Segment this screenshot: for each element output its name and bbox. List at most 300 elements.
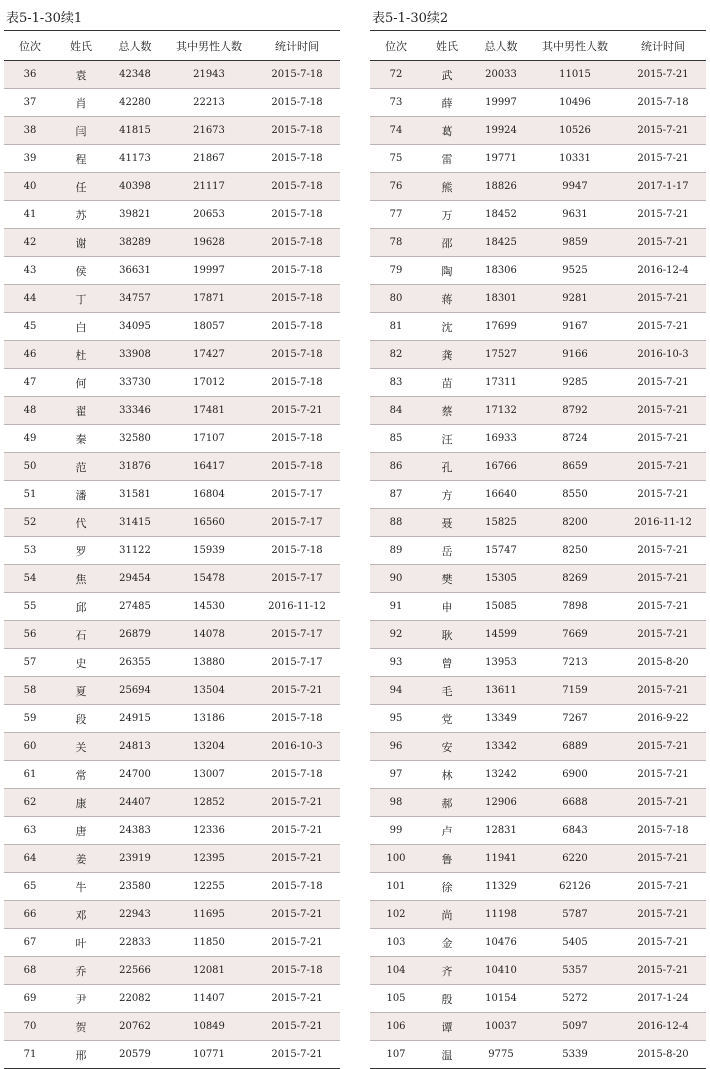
cell-total: 13342	[472, 733, 530, 761]
cell-rank: 40	[4, 173, 56, 201]
cell-rank: 104	[370, 957, 422, 985]
cell-rank: 96	[370, 733, 422, 761]
cell-stat-date: 2015-7-18	[254, 145, 340, 173]
cell-total: 24407	[106, 789, 164, 817]
cell-surname: 徐	[422, 873, 472, 901]
cell-total: 31876	[106, 453, 164, 481]
cell-rank: 99	[370, 817, 422, 845]
cell-surname: 翟	[56, 397, 106, 425]
cell-rank: 95	[370, 705, 422, 733]
cell-total: 13953	[472, 649, 530, 677]
cell-male-count: 9167	[530, 313, 620, 341]
cell-rank: 59	[4, 705, 56, 733]
cell-total: 15825	[472, 509, 530, 537]
cell-stat-date: 2015-7-21	[620, 117, 706, 145]
cell-stat-date: 2015-7-21	[620, 229, 706, 257]
cell-surname: 史	[56, 649, 106, 677]
table-row	[4, 117, 340, 145]
cell-rank: 37	[4, 89, 56, 117]
cell-stat-date: 2015-7-18	[254, 257, 340, 285]
cell-surname: 汪	[422, 425, 472, 453]
cell-total: 40398	[106, 173, 164, 201]
cell-surname: 姜	[56, 845, 106, 873]
header-total: 总人数	[106, 31, 164, 61]
cell-total: 12906	[472, 789, 530, 817]
cell-male-count: 6889	[530, 733, 620, 761]
cell-total: 36631	[106, 257, 164, 285]
cell-surname: 焦	[56, 565, 106, 593]
cell-male-count: 13504	[164, 677, 254, 705]
table-row	[370, 845, 706, 873]
cell-stat-date: 2015-7-21	[620, 957, 706, 985]
cell-total: 26355	[106, 649, 164, 677]
cell-rank: 106	[370, 1013, 422, 1041]
cell-total: 15747	[472, 537, 530, 565]
cell-rank: 46	[4, 341, 56, 369]
cell-surname: 范	[56, 453, 106, 481]
table-row	[4, 89, 340, 117]
cell-male-count: 15478	[164, 565, 254, 593]
cell-stat-date: 2015-7-18	[254, 873, 340, 901]
cell-rank: 81	[370, 313, 422, 341]
cell-total: 20033	[472, 61, 530, 89]
table-row	[4, 845, 340, 873]
cell-surname: 毛	[422, 677, 472, 705]
cell-stat-date: 2015-7-21	[620, 677, 706, 705]
cell-surname: 康	[56, 789, 106, 817]
cell-total: 31122	[106, 537, 164, 565]
cell-rank: 93	[370, 649, 422, 677]
cell-stat-date: 2015-7-18	[254, 285, 340, 313]
table-row	[4, 985, 340, 1013]
cell-stat-date: 2015-7-21	[620, 61, 706, 89]
cell-rank: 42	[4, 229, 56, 257]
cell-stat-date: 2016-11-12	[620, 509, 706, 537]
table-row	[4, 649, 340, 677]
cell-surname: 申	[422, 593, 472, 621]
cell-surname: 代	[56, 509, 106, 537]
cell-rank: 80	[370, 285, 422, 313]
cell-male-count: 6220	[530, 845, 620, 873]
cell-rank: 68	[4, 957, 56, 985]
cell-total: 11329	[472, 873, 530, 901]
cell-stat-date: 2017-1-17	[620, 173, 706, 201]
cell-stat-date: 2015-7-21	[254, 677, 340, 705]
cell-male-count: 10526	[530, 117, 620, 145]
cell-surname: 岳	[422, 537, 472, 565]
cell-surname: 薛	[422, 89, 472, 117]
cell-surname: 林	[422, 761, 472, 789]
table-row	[4, 957, 340, 985]
cell-stat-date: 2015-7-21	[620, 929, 706, 957]
cell-total: 38289	[106, 229, 164, 257]
cell-surname: 谢	[56, 229, 106, 257]
table-row	[370, 257, 706, 285]
table-row	[370, 509, 706, 537]
cell-surname: 肖	[56, 89, 106, 117]
cell-stat-date: 2015-7-21	[620, 425, 706, 453]
cell-total: 42348	[106, 61, 164, 89]
table-row	[4, 789, 340, 817]
cell-total: 18826	[472, 173, 530, 201]
cell-stat-date: 2015-7-18	[254, 313, 340, 341]
cell-surname: 武	[422, 61, 472, 89]
cell-rank: 90	[370, 565, 422, 593]
cell-surname: 卢	[422, 817, 472, 845]
cell-male-count: 12336	[164, 817, 254, 845]
cell-rank: 54	[4, 565, 56, 593]
cell-rank: 86	[370, 453, 422, 481]
table-row	[4, 873, 340, 901]
cell-total: 15305	[472, 565, 530, 593]
cell-stat-date: 2015-7-18	[620, 817, 706, 845]
cell-stat-date: 2015-7-21	[620, 313, 706, 341]
cell-surname: 谭	[422, 1013, 472, 1041]
cell-male-count: 20653	[164, 201, 254, 229]
cell-stat-date: 2015-7-18	[254, 341, 340, 369]
cell-surname: 聂	[422, 509, 472, 537]
cell-rank: 92	[370, 621, 422, 649]
cell-rank: 56	[4, 621, 56, 649]
cell-male-count: 13204	[164, 733, 254, 761]
cell-surname: 沈	[422, 313, 472, 341]
cell-male-count: 62126	[530, 873, 620, 901]
cell-total: 29454	[106, 565, 164, 593]
cell-rank: 50	[4, 453, 56, 481]
cell-total: 17311	[472, 369, 530, 397]
cell-total: 25694	[106, 677, 164, 705]
table-row	[370, 481, 706, 509]
cell-male-count: 11407	[164, 985, 254, 1013]
cell-rank: 97	[370, 761, 422, 789]
cell-male-count: 8724	[530, 425, 620, 453]
cell-total: 34095	[106, 313, 164, 341]
cell-rank: 79	[370, 257, 422, 285]
header-rank: 位次	[370, 31, 422, 61]
table-row	[4, 1041, 340, 1069]
table-row	[4, 201, 340, 229]
table-row	[370, 537, 706, 565]
table-row	[370, 565, 706, 593]
cell-rank: 72	[370, 61, 422, 89]
cell-rank: 67	[4, 929, 56, 957]
table-row	[370, 89, 706, 117]
table-row	[4, 257, 340, 285]
cell-total: 18306	[472, 257, 530, 285]
table-row	[370, 901, 706, 929]
cell-total: 16933	[472, 425, 530, 453]
cell-surname: 尹	[56, 985, 106, 1013]
cell-rank: 36	[4, 61, 56, 89]
cell-rank: 53	[4, 537, 56, 565]
cell-rank: 87	[370, 481, 422, 509]
cell-rank: 57	[4, 649, 56, 677]
cell-total: 13242	[472, 761, 530, 789]
cell-surname: 段	[56, 705, 106, 733]
cell-stat-date: 2015-7-17	[254, 481, 340, 509]
cell-surname: 曾	[422, 649, 472, 677]
cell-surname: 孔	[422, 453, 472, 481]
cell-stat-date: 2015-7-21	[254, 1013, 340, 1041]
cell-surname: 秦	[56, 425, 106, 453]
cell-total: 19924	[472, 117, 530, 145]
cell-surname: 葛	[422, 117, 472, 145]
cell-total: 24383	[106, 817, 164, 845]
table-row	[370, 1013, 706, 1041]
cell-male-count: 13880	[164, 649, 254, 677]
cell-rank: 107	[370, 1041, 422, 1069]
cell-stat-date: 2015-7-21	[620, 621, 706, 649]
cell-total: 24813	[106, 733, 164, 761]
cell-stat-date: 2015-7-21	[620, 789, 706, 817]
table-row	[370, 985, 706, 1013]
table-row	[4, 481, 340, 509]
cell-rank: 63	[4, 817, 56, 845]
cell-surname: 何	[56, 369, 106, 397]
cell-total: 14599	[472, 621, 530, 649]
cell-total: 23580	[106, 873, 164, 901]
table-row	[4, 173, 340, 201]
cell-rank: 51	[4, 481, 56, 509]
cell-surname: 邵	[422, 229, 472, 257]
cell-total: 11941	[472, 845, 530, 873]
table-row	[4, 621, 340, 649]
cell-rank: 85	[370, 425, 422, 453]
cell-stat-date: 2015-7-21	[620, 369, 706, 397]
cell-rank: 94	[370, 677, 422, 705]
cell-stat-date: 2015-7-18	[254, 201, 340, 229]
cell-stat-date: 2015-7-21	[620, 145, 706, 173]
table-row	[370, 957, 706, 985]
cell-rank: 91	[370, 593, 422, 621]
cell-total: 41815	[106, 117, 164, 145]
cell-male-count: 7267	[530, 705, 620, 733]
cell-male-count: 11850	[164, 929, 254, 957]
cell-surname: 龚	[422, 341, 472, 369]
cell-stat-date: 2016-10-3	[620, 341, 706, 369]
header-surname: 姓氏	[56, 31, 106, 61]
cell-male-count: 5272	[530, 985, 620, 1013]
cell-rank: 45	[4, 313, 56, 341]
cell-rank: 70	[4, 1013, 56, 1041]
table-row	[370, 649, 706, 677]
cell-total: 31415	[106, 509, 164, 537]
cell-stat-date: 2015-7-21	[254, 817, 340, 845]
table-row	[370, 817, 706, 845]
cell-total: 15085	[472, 593, 530, 621]
table-row	[4, 509, 340, 537]
cell-stat-date: 2015-7-17	[254, 509, 340, 537]
table-row	[370, 313, 706, 341]
cell-stat-date: 2015-7-21	[620, 537, 706, 565]
cell-total: 17132	[472, 397, 530, 425]
cell-rank: 105	[370, 985, 422, 1013]
cell-rank: 78	[370, 229, 422, 257]
cell-stat-date: 2015-7-21	[254, 789, 340, 817]
cell-male-count: 16417	[164, 453, 254, 481]
cell-surname: 方	[422, 481, 472, 509]
cell-stat-date: 2015-7-21	[620, 761, 706, 789]
table-row	[4, 537, 340, 565]
cell-total: 10154	[472, 985, 530, 1013]
table-row	[370, 1041, 706, 1069]
table-title: 表5-1-30续2	[372, 11, 449, 26]
cell-male-count: 13186	[164, 705, 254, 733]
cell-surname: 牛	[56, 873, 106, 901]
header-total: 总人数	[472, 31, 530, 61]
cell-male-count: 10331	[530, 145, 620, 173]
cell-rank: 39	[4, 145, 56, 173]
cell-total: 19997	[472, 89, 530, 117]
cell-total: 10037	[472, 1013, 530, 1041]
table-body	[4, 61, 340, 1069]
cell-rank: 62	[4, 789, 56, 817]
cell-stat-date: 2015-7-18	[620, 89, 706, 117]
cell-male-count: 17107	[164, 425, 254, 453]
table-row	[370, 873, 706, 901]
header-rank: 位次	[4, 31, 56, 61]
cell-male-count: 9947	[530, 173, 620, 201]
cell-stat-date: 2016-9-22	[620, 705, 706, 733]
cell-total: 31581	[106, 481, 164, 509]
cell-surname: 闫	[56, 117, 106, 145]
cell-male-count: 10849	[164, 1013, 254, 1041]
table-row	[370, 705, 706, 733]
table-row	[4, 341, 340, 369]
cell-total: 27485	[106, 593, 164, 621]
cell-total: 39821	[106, 201, 164, 229]
cell-rank: 49	[4, 425, 56, 453]
cell-total: 16640	[472, 481, 530, 509]
table-row	[370, 341, 706, 369]
cell-male-count: 5787	[530, 901, 620, 929]
table-row	[370, 789, 706, 817]
table-row	[370, 397, 706, 425]
cell-surname: 齐	[422, 957, 472, 985]
cell-male-count: 11015	[530, 61, 620, 89]
cell-stat-date: 2015-7-18	[254, 761, 340, 789]
cell-male-count: 10771	[164, 1041, 254, 1069]
cell-stat-date: 2015-7-21	[620, 845, 706, 873]
cell-male-count: 7898	[530, 593, 620, 621]
cell-male-count: 14530	[164, 593, 254, 621]
header-stat-date: 统计时间	[254, 31, 340, 61]
cell-stat-date: 2015-7-21	[620, 901, 706, 929]
cell-surname: 党	[422, 705, 472, 733]
cell-stat-date: 2015-7-18	[254, 425, 340, 453]
cell-male-count: 21117	[164, 173, 254, 201]
cell-surname: 邓	[56, 901, 106, 929]
cell-total: 16766	[472, 453, 530, 481]
table-row	[4, 929, 340, 957]
cell-male-count: 8659	[530, 453, 620, 481]
cell-surname: 尚	[422, 901, 472, 929]
cell-total: 42280	[106, 89, 164, 117]
table-row	[370, 173, 706, 201]
cell-male-count: 12395	[164, 845, 254, 873]
surname-table	[370, 30, 706, 1069]
table-row	[4, 229, 340, 257]
cell-stat-date: 2015-7-21	[254, 985, 340, 1013]
cell-male-count: 5405	[530, 929, 620, 957]
table-header-row	[4, 31, 340, 61]
cell-stat-date: 2015-7-18	[254, 957, 340, 985]
cell-male-count: 5097	[530, 1013, 620, 1041]
cell-total: 24915	[106, 705, 164, 733]
table-row	[4, 733, 340, 761]
cell-stat-date: 2015-7-18	[254, 705, 340, 733]
cell-total: 19771	[472, 145, 530, 173]
cell-male-count: 16560	[164, 509, 254, 537]
cell-male-count: 6900	[530, 761, 620, 789]
table-row	[4, 705, 340, 733]
cell-rank: 84	[370, 397, 422, 425]
cell-male-count: 9631	[530, 201, 620, 229]
table-row	[370, 453, 706, 481]
cell-male-count: 17871	[164, 285, 254, 313]
table-row	[370, 369, 706, 397]
cell-male-count: 9525	[530, 257, 620, 285]
cell-total: 41173	[106, 145, 164, 173]
cell-total: 12831	[472, 817, 530, 845]
cell-total: 9775	[472, 1041, 530, 1069]
cell-rank: 88	[370, 509, 422, 537]
cell-rank: 102	[370, 901, 422, 929]
cell-male-count: 12852	[164, 789, 254, 817]
cell-male-count: 21867	[164, 145, 254, 173]
table-row	[370, 621, 706, 649]
header-male-count: 其中男性人数	[530, 31, 620, 61]
cell-total: 13349	[472, 705, 530, 733]
cell-rank: 76	[370, 173, 422, 201]
cell-stat-date: 2015-7-17	[254, 565, 340, 593]
cell-stat-date: 2015-7-18	[254, 369, 340, 397]
cell-total: 18425	[472, 229, 530, 257]
cell-stat-date: 2016-10-3	[254, 733, 340, 761]
table-row	[4, 369, 340, 397]
cell-surname: 耿	[422, 621, 472, 649]
cell-stat-date: 2015-7-17	[254, 621, 340, 649]
cell-rank: 58	[4, 677, 56, 705]
cell-total: 11198	[472, 901, 530, 929]
cell-male-count: 12081	[164, 957, 254, 985]
cell-male-count: 19997	[164, 257, 254, 285]
cell-stat-date: 2015-7-21	[254, 397, 340, 425]
table-row	[370, 145, 706, 173]
cell-stat-date: 2015-7-17	[254, 649, 340, 677]
header-stat-date: 统计时间	[620, 31, 706, 61]
cell-male-count: 8200	[530, 509, 620, 537]
cell-rank: 43	[4, 257, 56, 285]
cell-rank: 89	[370, 537, 422, 565]
cell-male-count: 18057	[164, 313, 254, 341]
table-row	[370, 761, 706, 789]
cell-male-count: 11695	[164, 901, 254, 929]
cell-rank: 83	[370, 369, 422, 397]
cell-rank: 98	[370, 789, 422, 817]
cell-stat-date: 2015-7-21	[254, 845, 340, 873]
cell-surname: 殷	[422, 985, 472, 1013]
cell-male-count: 7213	[530, 649, 620, 677]
cell-total: 34757	[106, 285, 164, 313]
cell-total: 22566	[106, 957, 164, 985]
cell-total: 33346	[106, 397, 164, 425]
header-male-count: 其中男性人数	[164, 31, 254, 61]
table-panel-right	[370, 8, 706, 1069]
table-header-row	[370, 31, 706, 61]
cell-surname: 陶	[422, 257, 472, 285]
table-row	[4, 397, 340, 425]
